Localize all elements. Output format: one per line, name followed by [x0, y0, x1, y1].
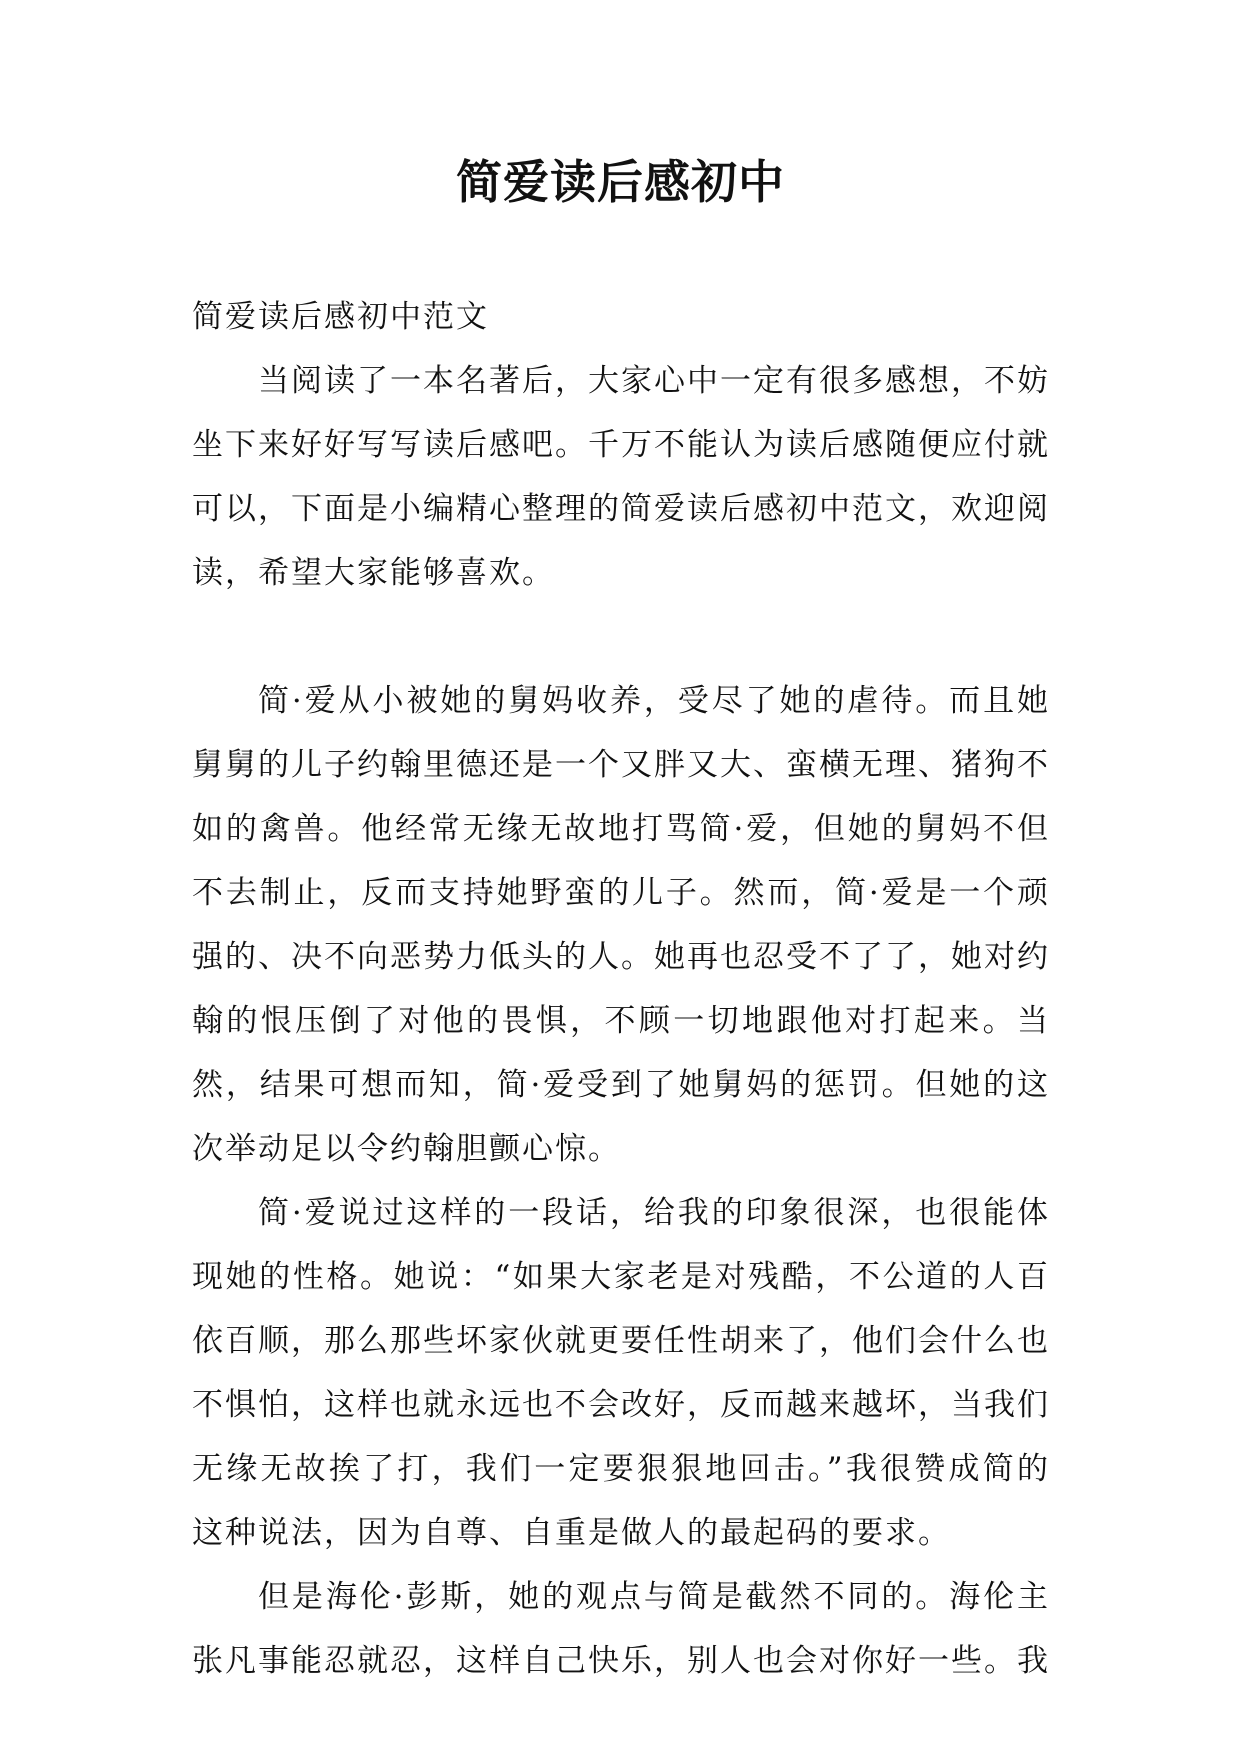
body-paragraph: 简·爱说过这样的一段话，给我的印象很深，也很能体现她的性格。她说：“如果大家老是对残酷，不公道的人百依百顺，那么那些坏家伙就更要任性胡来了，他们会什么也不惧怕，这样也就永远也不会改好，反而越来越坏，当我们无缘无故挨了打，我们一定要狠狠地回击。”我很赞成简的这种说法，因为自尊、自重是做人的最起码的要求。: [192, 1195, 1050, 1551]
body-paragraph: 但是海伦·彭斯，她的观点与简是截然不同的。海伦主张凡事能忍就忍，这样自己快乐，别人也会对你好一些。我: [192, 1579, 1050, 1679]
document-title: 简爱读后感初中: [456, 155, 785, 209]
document-subtitle: 简爱读后感初中范文: [192, 299, 489, 335]
intro-paragraph: 当阅读了一本名著后，大家心中一定有很多感想，不妨坐下来好好写写读后感吧。千万不能认为读后感随便应付就可以，下面是小编精心整理的简爱读后感初中范文，欢迎阅读，希望大家能够喜欢。: [192, 363, 1050, 591]
document-body: [192, 285, 1050, 1693]
body-paragraph: 简·爱从小被她的舅妈收养，受尽了她的虐待。而且她舅舅的儿子约翰里德还是一个又胖又大、蛮横无理、猪狗不如的禽兽。他经常无缘无故地打骂简·爱，但她的舅妈不但不去制止，反而支持她野蛮的儿子。然而，简·爱是一个顽强的、决不向恶势力低头的人。她再也忍受不了了，她对约翰的恨压倒了对他的畏惧，不顾一切地跟他对打起来。当然，结果可想而知，简·爱受到了她舅妈的惩罚。但她的这次举动足以令约翰胆颤心惊。: [192, 683, 1050, 1167]
